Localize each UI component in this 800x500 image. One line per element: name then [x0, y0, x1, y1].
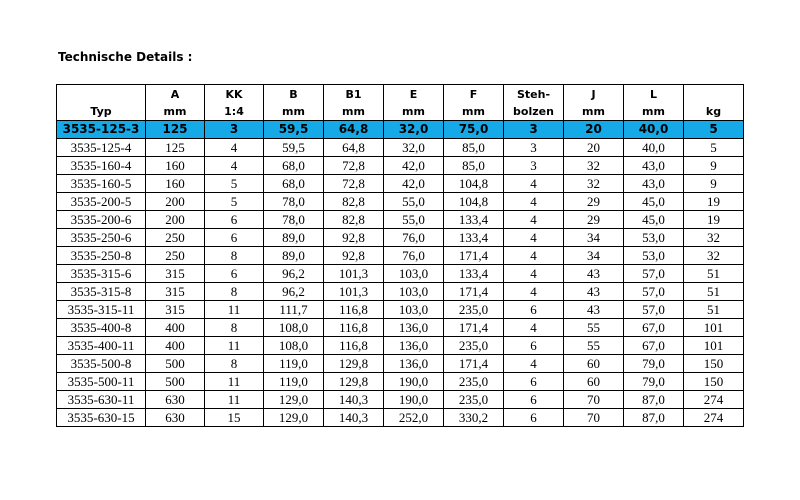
table-row: [57, 283, 744, 301]
table-cell: 171,4: [444, 355, 504, 373]
table-cell: 3535-125-4: [57, 139, 146, 157]
column-header-top: F: [469, 87, 478, 101]
column-header: [205, 85, 264, 121]
table-cell: 96,2: [264, 265, 324, 283]
table-cell: 6: [504, 373, 564, 391]
table-cell: 6: [205, 229, 264, 247]
column-header-bottom: mm: [402, 104, 425, 118]
table-cell: 235,0: [444, 391, 504, 409]
table-cell: 630: [146, 391, 205, 409]
table-cell: 43: [564, 265, 624, 283]
table-cell: 3: [205, 121, 264, 139]
table-cell: 11: [205, 301, 264, 319]
table-cell: 129,8: [324, 373, 384, 391]
table-cell: 103,0: [384, 283, 444, 301]
table-row: [57, 229, 744, 247]
table-row: [57, 211, 744, 229]
table-cell: 82,8: [324, 193, 384, 211]
column-header-top: B: [289, 87, 298, 101]
table-cell: 6: [504, 337, 564, 355]
table-row: [57, 175, 744, 193]
table-cell: 4: [504, 247, 564, 265]
table-cell: 72,8: [324, 157, 384, 175]
table-cell: 53,0: [624, 247, 684, 265]
table-row: [57, 409, 744, 427]
table-cell: 3: [504, 157, 564, 175]
table-cell: 89,0: [264, 247, 324, 265]
column-header: [146, 85, 205, 121]
table-cell: 104,8: [444, 193, 504, 211]
table-cell: 3535-250-6: [57, 229, 146, 247]
table-cell: 64,8: [324, 139, 384, 157]
table-cell: 59,5: [264, 121, 324, 139]
column-header-bottom: mm: [163, 104, 187, 118]
table-cell: 3535-315-8: [57, 283, 146, 301]
table-cell: 101,3: [324, 283, 384, 301]
table-cell: 190,0: [384, 373, 444, 391]
table-cell: 79,0: [624, 373, 684, 391]
table-cell: 70: [564, 391, 624, 409]
table-cell: 85,0: [444, 139, 504, 157]
table-cell: 45,0: [624, 211, 684, 229]
table-cell: 34: [564, 247, 624, 265]
table-cell: 315: [146, 265, 205, 283]
table-cell: 8: [205, 319, 264, 337]
table-cell: 19: [684, 193, 744, 211]
table-row: [57, 337, 744, 355]
table-cell: 67,0: [624, 319, 684, 337]
column-header-bottom: kg: [705, 104, 722, 118]
column-header: [504, 85, 564, 121]
table-cell: 6: [205, 211, 264, 229]
table-cell: 200: [146, 193, 205, 211]
table-cell: 76,0: [384, 229, 444, 247]
table-cell: 235,0: [444, 337, 504, 355]
table-cell: 500: [146, 355, 205, 373]
table-cell: 101: [684, 319, 744, 337]
table-row: [57, 265, 744, 283]
column-header-top: [684, 86, 743, 103]
table-cell: 315: [146, 283, 205, 301]
table-cell: 60: [564, 373, 624, 391]
column-header-bottom: mm: [282, 104, 305, 118]
column-header-top: E: [409, 87, 418, 101]
technical-details-table: [56, 84, 744, 427]
table-cell: 78,0: [264, 211, 324, 229]
table-cell: 4: [504, 229, 564, 247]
table-cell: 51: [684, 301, 744, 319]
table-cell: 79,0: [624, 355, 684, 373]
table-cell: 4: [504, 283, 564, 301]
table-row: [57, 391, 744, 409]
table-cell: 92,8: [324, 229, 384, 247]
table-cell: 250: [146, 229, 205, 247]
column-header-bottom: Typ: [90, 104, 112, 118]
table-cell: 89,0: [264, 229, 324, 247]
table-cell: 6: [504, 391, 564, 409]
table-cell: 3: [504, 139, 564, 157]
table-cell: 235,0: [444, 373, 504, 391]
table-cell: 34: [564, 229, 624, 247]
table-cell: 3535-400-8: [57, 319, 146, 337]
column-header-bottom: 1:4: [224, 104, 244, 118]
table-cell: 32,0: [384, 121, 444, 139]
table-cell: 92,8: [324, 247, 384, 265]
table-cell: 125: [146, 121, 205, 139]
column-header-top: KK: [225, 87, 243, 101]
table-row: [57, 301, 744, 319]
table-cell: 3535-200-6: [57, 211, 146, 229]
table-cell: 4: [205, 139, 264, 157]
table-cell: 68,0: [264, 175, 324, 193]
column-header: [684, 85, 744, 121]
table-cell: 4: [504, 265, 564, 283]
table-cell: 8: [205, 283, 264, 301]
column-header-top: J: [591, 87, 596, 101]
table-cell: 29: [564, 193, 624, 211]
table-cell: 29: [564, 211, 624, 229]
table-cell: 6: [205, 265, 264, 283]
table-cell: 129,8: [324, 355, 384, 373]
table-cell: 108,0: [264, 337, 324, 355]
table-cell: 133,4: [444, 265, 504, 283]
table-cell: 4: [504, 211, 564, 229]
table-cell: 150: [684, 355, 744, 373]
table-cell: 85,0: [444, 157, 504, 175]
table-cell: 96,2: [264, 283, 324, 301]
table-cell: 160: [146, 157, 205, 175]
table-cell: 3535-160-4: [57, 157, 146, 175]
table-cell: 111,7: [264, 301, 324, 319]
table-cell: 51: [684, 283, 744, 301]
column-header-bottom: mm: [462, 104, 485, 118]
table-cell: 116,8: [324, 319, 384, 337]
table-cell: 19: [684, 211, 744, 229]
column-header-top: B1: [345, 87, 362, 101]
table-cell: 101: [684, 337, 744, 355]
column-header-bottom: mm: [342, 104, 365, 118]
table-cell: 129,0: [264, 391, 324, 409]
table-cell: 32: [564, 157, 624, 175]
table-row: [57, 355, 744, 373]
column-header-bottom: mm: [642, 104, 665, 118]
column-header-bottom: bolzen: [513, 104, 554, 118]
table-cell: 3535-315-6: [57, 265, 146, 283]
table-cell: 57,0: [624, 283, 684, 301]
table-cell: 3535-630-15: [57, 409, 146, 427]
column-header: [57, 85, 146, 121]
table-cell: 40,0: [624, 139, 684, 157]
table-cell: 59,5: [264, 139, 324, 157]
table-cell: 133,4: [444, 229, 504, 247]
column-header-top: L: [649, 87, 657, 101]
table-cell: 8: [205, 247, 264, 265]
table-row: [57, 157, 744, 175]
table-cell: 55,0: [384, 193, 444, 211]
table-cell: 274: [684, 409, 744, 427]
table-cell: 57,0: [624, 265, 684, 283]
table-cell: 57,0: [624, 301, 684, 319]
table-cell: 9: [684, 157, 744, 175]
column-header-top: [57, 86, 145, 103]
table-cell: 3535-250-8: [57, 247, 146, 265]
table-cell: 3535-125-3: [57, 121, 146, 139]
table-cell: 82,8: [324, 211, 384, 229]
table-cell: 160: [146, 175, 205, 193]
table-cell: 43: [564, 283, 624, 301]
table-cell: 133,4: [444, 211, 504, 229]
column-header: [384, 85, 444, 121]
column-header: [564, 85, 624, 121]
table-cell: 64,8: [324, 121, 384, 139]
table-cell: 60: [564, 355, 624, 373]
column-header-bottom: mm: [582, 104, 605, 118]
table-cell: 3535-400-11: [57, 337, 146, 355]
table-cell: 6: [504, 301, 564, 319]
table-cell: 43,0: [624, 175, 684, 193]
table-cell: 72,8: [324, 175, 384, 193]
column-header: [324, 85, 384, 121]
table-cell: 5: [684, 121, 744, 139]
table-cell: 11: [205, 337, 264, 355]
table-cell: 55: [564, 319, 624, 337]
table-cell: 32: [684, 229, 744, 247]
table-cell: 500: [146, 373, 205, 391]
table-cell: 200: [146, 211, 205, 229]
table-cell: 4: [504, 355, 564, 373]
table-cell: 108,0: [264, 319, 324, 337]
table-cell: 252,0: [384, 409, 444, 427]
table-cell: 11: [205, 373, 264, 391]
table-cell: 45,0: [624, 193, 684, 211]
table-cell: 4: [504, 175, 564, 193]
table-cell: 140,3: [324, 391, 384, 409]
table-cell: 6: [504, 409, 564, 427]
table-row: [57, 373, 744, 391]
table-cell: 116,8: [324, 337, 384, 355]
table-cell: 8: [205, 355, 264, 373]
table-cell: 42,0: [384, 175, 444, 193]
table-cell: 40,0: [624, 121, 684, 139]
table-row: [57, 319, 744, 337]
header-row: [57, 85, 744, 121]
table-cell: 5: [684, 139, 744, 157]
table-cell: 20: [564, 121, 624, 139]
table-row: [57, 139, 744, 157]
table-cell: 171,4: [444, 319, 504, 337]
table-cell: 32: [564, 175, 624, 193]
table-cell: 67,0: [624, 337, 684, 355]
table-cell: 103,0: [384, 301, 444, 319]
table-row: [57, 247, 744, 265]
table-cell: 235,0: [444, 301, 504, 319]
table-cell: 3535-500-11: [57, 373, 146, 391]
table-cell: 4: [504, 193, 564, 211]
table-row: [57, 193, 744, 211]
table-cell: 32,0: [384, 139, 444, 157]
table-body: [57, 121, 744, 427]
table-cell: 70: [564, 409, 624, 427]
table-cell: 43: [564, 301, 624, 319]
table-cell: 76,0: [384, 247, 444, 265]
table-cell: 116,8: [324, 301, 384, 319]
table-cell: 315: [146, 301, 205, 319]
column-header: [624, 85, 684, 121]
table-cell: 5: [205, 175, 264, 193]
table-cell: 150: [684, 373, 744, 391]
table-cell: 4: [205, 157, 264, 175]
column-header: [444, 85, 504, 121]
table-cell: 3535-315-11: [57, 301, 146, 319]
table-cell: 119,0: [264, 355, 324, 373]
table-cell: 42,0: [384, 157, 444, 175]
table-cell: 129,0: [264, 409, 324, 427]
table-cell: 15: [205, 409, 264, 427]
table-cell: 68,0: [264, 157, 324, 175]
table-cell: 32: [684, 247, 744, 265]
table-cell: 78,0: [264, 193, 324, 211]
table-cell: 400: [146, 319, 205, 337]
table-cell: 330,2: [444, 409, 504, 427]
table-cell: 55,0: [384, 211, 444, 229]
table-cell: 9: [684, 175, 744, 193]
table-cell: 140,3: [324, 409, 384, 427]
table-cell: 104,8: [444, 175, 504, 193]
table-cell: 190,0: [384, 391, 444, 409]
table-cell: 103,0: [384, 265, 444, 283]
table-cell: 171,4: [444, 283, 504, 301]
table-cell: 43,0: [624, 157, 684, 175]
column-header-top: A: [170, 87, 180, 101]
table-cell: 3535-500-8: [57, 355, 146, 373]
table-cell: 75,0: [444, 121, 504, 139]
table-cell: 3535-160-5: [57, 175, 146, 193]
table-cell: 51: [684, 265, 744, 283]
table-cell: 136,0: [384, 337, 444, 355]
table-cell: 136,0: [384, 319, 444, 337]
table-cell: 87,0: [624, 391, 684, 409]
table-row: [57, 121, 744, 139]
table-cell: 5: [205, 193, 264, 211]
section-title: Technische Details :: [58, 50, 193, 64]
table-cell: 119,0: [264, 373, 324, 391]
table-cell: 274: [684, 391, 744, 409]
table-cell: 630: [146, 409, 205, 427]
table-cell: 3535-200-5: [57, 193, 146, 211]
table-cell: 55: [564, 337, 624, 355]
column-header-top: Steh-: [516, 87, 551, 101]
table-cell: 101,3: [324, 265, 384, 283]
table-cell: 3535-630-11: [57, 391, 146, 409]
table-cell: 400: [146, 337, 205, 355]
table-cell: 3: [504, 121, 564, 139]
table-cell: 11: [205, 391, 264, 409]
table-cell: 250: [146, 247, 205, 265]
table-cell: 125: [146, 139, 205, 157]
table-cell: 87,0: [624, 409, 684, 427]
table-cell: 53,0: [624, 229, 684, 247]
column-header: [264, 85, 324, 121]
table-cell: 4: [504, 319, 564, 337]
table-cell: 171,4: [444, 247, 504, 265]
table-cell: 20: [564, 139, 624, 157]
table-cell: 136,0: [384, 355, 444, 373]
